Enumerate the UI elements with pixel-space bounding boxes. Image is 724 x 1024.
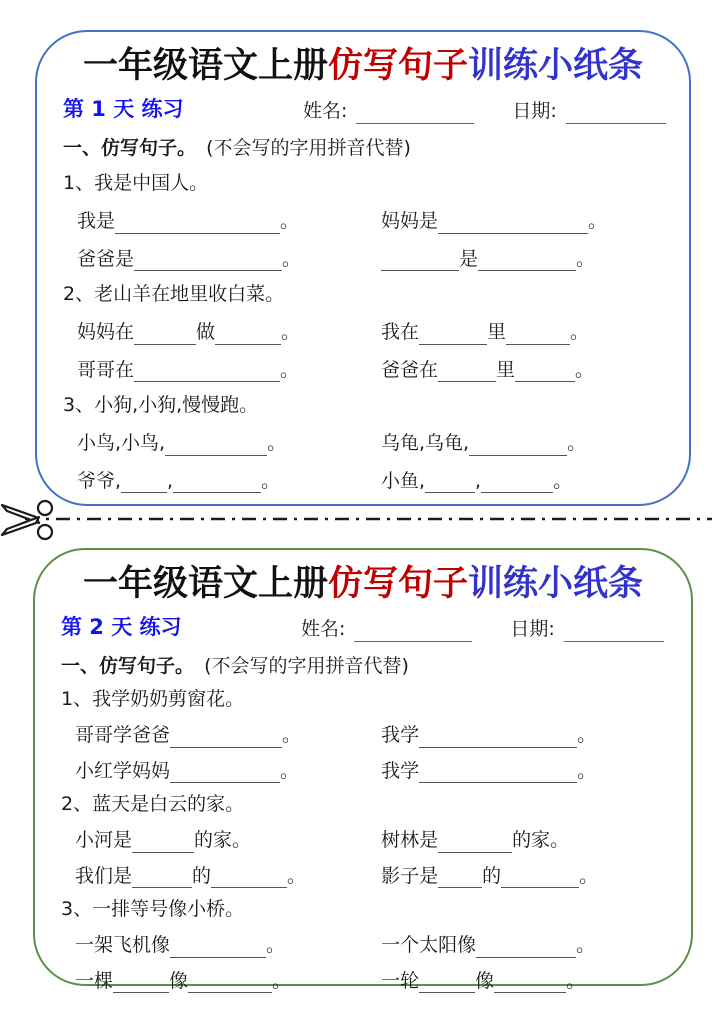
fill-cell bbox=[63, 320, 381, 345]
blank-line bbox=[506, 323, 570, 345]
fill-cell bbox=[381, 864, 665, 889]
fill-cell bbox=[61, 723, 381, 748]
fill-text: 我学 bbox=[381, 723, 420, 746]
fill-cell bbox=[381, 209, 663, 234]
fill-text: 影子是 bbox=[381, 864, 439, 887]
fill-text: 妈妈是 bbox=[381, 209, 439, 232]
blank-line bbox=[381, 249, 459, 271]
fill-text: 像 bbox=[475, 969, 495, 992]
fill-row bbox=[63, 469, 663, 494]
scissors-icon bbox=[0, 498, 56, 542]
fill-row bbox=[61, 933, 665, 958]
name-label: 姓名: bbox=[303, 99, 348, 122]
fill-text: 一架飞机像 bbox=[75, 934, 171, 957]
section-prompt: 2、老山羊在地里收白菜。 bbox=[63, 283, 285, 306]
name-blank-line bbox=[354, 620, 472, 642]
blank-line bbox=[165, 434, 267, 456]
header-meta-row bbox=[63, 96, 663, 123]
period: 。 bbox=[577, 723, 597, 746]
instruction-heading: 一、仿写句子。 bbox=[63, 136, 197, 159]
fill-text: 我学 bbox=[381, 759, 420, 782]
fill-text: 的 bbox=[192, 864, 212, 887]
blank-line bbox=[215, 323, 281, 345]
fill-text: 的家。 bbox=[512, 829, 570, 852]
period: 。 bbox=[280, 759, 300, 782]
blank-line bbox=[419, 323, 487, 345]
blank-line bbox=[121, 471, 167, 493]
name-field bbox=[303, 99, 474, 124]
fill-cell bbox=[381, 828, 665, 853]
fill-cell bbox=[63, 209, 381, 234]
period: 。 bbox=[577, 759, 597, 782]
fill-text: 哥哥学爸爸 bbox=[75, 723, 171, 746]
fill-text: 爷爷, bbox=[77, 469, 122, 492]
title-part-blue: 训练小纸条 bbox=[468, 564, 644, 604]
blank-line bbox=[438, 831, 512, 853]
blank-line bbox=[115, 212, 280, 234]
blank-line bbox=[170, 726, 282, 748]
fill-text: 乌龟,乌龟, bbox=[381, 432, 470, 455]
fill-text: 小鱼, bbox=[381, 469, 426, 492]
cut-line bbox=[0, 498, 724, 542]
fill-row bbox=[63, 209, 663, 234]
period: 。 bbox=[567, 432, 587, 455]
fill-text: , bbox=[475, 469, 482, 492]
period: 。 bbox=[266, 934, 286, 957]
fill-text: 小红学妈妈 bbox=[75, 759, 171, 782]
blank-line bbox=[134, 323, 196, 345]
fill-cell bbox=[63, 431, 381, 456]
blank-line bbox=[132, 831, 194, 853]
worksheet-card-day2 bbox=[33, 548, 693, 992]
fill-cell bbox=[381, 320, 663, 345]
blank-line bbox=[134, 249, 282, 271]
blank-line bbox=[419, 726, 577, 748]
period: 。 bbox=[553, 469, 573, 492]
blank-line bbox=[469, 434, 567, 456]
day-label: 第 1 天 练习 bbox=[63, 97, 184, 122]
page-title bbox=[63, 46, 663, 87]
period: 。 bbox=[575, 358, 595, 381]
fill-cell bbox=[63, 247, 381, 272]
period: 。 bbox=[282, 723, 302, 746]
fill-text: 的家。 bbox=[194, 829, 252, 852]
fill-text: 的 bbox=[482, 864, 502, 887]
blank-line bbox=[419, 761, 577, 783]
fill-text: 小鸟,小鸟, bbox=[77, 432, 166, 455]
fill-cell bbox=[381, 469, 663, 494]
instruction-line bbox=[63, 136, 663, 161]
fill-row bbox=[63, 320, 663, 345]
fill-row bbox=[61, 969, 665, 994]
fill-text: 一棵 bbox=[75, 969, 114, 992]
instruction-heading: 一、仿写句子。 bbox=[61, 654, 195, 677]
period: 。 bbox=[287, 864, 307, 887]
fill-cell bbox=[381, 431, 663, 456]
blank-line bbox=[515, 360, 575, 382]
blank-line bbox=[438, 212, 588, 234]
section-prompt: 2、蓝天是白云的家。 bbox=[61, 793, 245, 816]
instruction-line bbox=[61, 654, 665, 679]
blank-line bbox=[478, 249, 576, 271]
title-part-red: 仿写句子 bbox=[327, 564, 468, 604]
period: 。 bbox=[579, 864, 599, 887]
period: 。 bbox=[570, 321, 590, 344]
fill-row bbox=[63, 431, 663, 456]
fill-text: 我在 bbox=[381, 321, 420, 344]
date-label: 日期: bbox=[510, 617, 555, 640]
period: 。 bbox=[280, 209, 300, 232]
fill-row bbox=[61, 864, 665, 889]
fill-cell bbox=[61, 759, 381, 784]
name-blank-line bbox=[356, 102, 474, 124]
blank-line bbox=[476, 936, 576, 958]
fill-text: 一轮 bbox=[381, 969, 420, 992]
section-prompt: 3、一排等号像小桥。 bbox=[61, 898, 245, 921]
blank-line bbox=[481, 471, 553, 493]
fill-text: 做 bbox=[196, 321, 216, 344]
period: 。 bbox=[576, 247, 596, 270]
period: 。 bbox=[267, 432, 287, 455]
fill-text: 小河是 bbox=[75, 829, 133, 852]
period: 。 bbox=[280, 358, 300, 381]
fill-cell bbox=[61, 933, 381, 958]
date-label: 日期: bbox=[512, 99, 557, 122]
period: 。 bbox=[282, 247, 302, 270]
fill-text: 树林是 bbox=[381, 829, 439, 852]
period: 。 bbox=[272, 969, 292, 992]
period: 。 bbox=[588, 209, 608, 232]
blank-line bbox=[134, 360, 280, 382]
fill-text: 妈妈在 bbox=[77, 321, 135, 344]
period: 。 bbox=[576, 934, 596, 957]
fill-cell bbox=[61, 828, 381, 853]
blank-line bbox=[173, 471, 261, 493]
fill-cell bbox=[381, 969, 665, 994]
title-part-blue: 训练小纸条 bbox=[468, 46, 644, 86]
fill-cell bbox=[61, 969, 381, 994]
section-prompt: 1、我学奶奶剪窗花。 bbox=[61, 688, 245, 711]
title-part-black: 一年级语文上册 bbox=[82, 564, 328, 604]
fill-cell bbox=[63, 469, 381, 494]
fill-cell bbox=[381, 723, 665, 748]
fill-row bbox=[63, 247, 663, 272]
fill-cell bbox=[381, 247, 663, 272]
fill-row bbox=[61, 828, 665, 853]
date-blank-line bbox=[566, 102, 666, 124]
blank-line bbox=[113, 971, 169, 993]
fill-text: 我们是 bbox=[75, 864, 133, 887]
fill-text: 是 bbox=[459, 247, 479, 270]
blank-line bbox=[211, 866, 287, 888]
period: 。 bbox=[261, 469, 281, 492]
date-field bbox=[510, 617, 663, 642]
fill-cell bbox=[63, 358, 381, 383]
section-prompt: 1、我是中国人。 bbox=[63, 172, 209, 195]
fill-cell bbox=[61, 864, 381, 889]
period: 。 bbox=[566, 969, 586, 992]
fill-row bbox=[61, 723, 665, 748]
name-label: 姓名: bbox=[301, 617, 346, 640]
fill-row bbox=[61, 759, 665, 784]
blank-line bbox=[419, 971, 475, 993]
blank-line bbox=[494, 971, 566, 993]
title-part-black: 一年级语文上册 bbox=[82, 46, 328, 86]
fill-text: 我是 bbox=[77, 209, 116, 232]
fill-text: 一个太阳像 bbox=[381, 934, 477, 957]
page-title bbox=[61, 564, 665, 605]
fill-text: 哥哥在 bbox=[77, 358, 135, 381]
blank-line bbox=[425, 471, 475, 493]
fill-text: , bbox=[167, 469, 174, 492]
fill-text: 里 bbox=[496, 358, 516, 381]
fill-text: 爸爸是 bbox=[77, 247, 135, 270]
fill-cell bbox=[381, 759, 665, 784]
fill-cell bbox=[381, 358, 663, 383]
day-label: 第 2 天 练习 bbox=[61, 615, 182, 640]
fill-cell bbox=[381, 933, 665, 958]
blank-line bbox=[438, 360, 496, 382]
blank-line bbox=[170, 936, 266, 958]
date-blank-line bbox=[564, 620, 664, 642]
blank-line bbox=[501, 866, 579, 888]
blank-line bbox=[132, 866, 192, 888]
blank-line bbox=[438, 866, 482, 888]
blank-line bbox=[170, 761, 280, 783]
header-meta-row bbox=[61, 614, 665, 641]
dash-dot-line bbox=[0, 498, 724, 542]
fill-text: 爸爸在 bbox=[381, 358, 439, 381]
fill-text: 像 bbox=[169, 969, 189, 992]
name-field bbox=[301, 617, 472, 642]
fill-row bbox=[63, 358, 663, 383]
instruction-note: (不会写的字用拼音代替) bbox=[206, 136, 411, 159]
instruction-note: (不会写的字用拼音代替) bbox=[204, 654, 409, 677]
blank-line bbox=[188, 971, 272, 993]
section-prompt: 3、小狗,小狗,慢慢跑。 bbox=[63, 394, 259, 417]
period: 。 bbox=[281, 321, 301, 344]
title-part-red: 仿写句子 bbox=[327, 46, 468, 86]
worksheet-card-day1 bbox=[35, 30, 691, 506]
date-field bbox=[512, 99, 665, 124]
fill-text: 里 bbox=[487, 321, 507, 344]
